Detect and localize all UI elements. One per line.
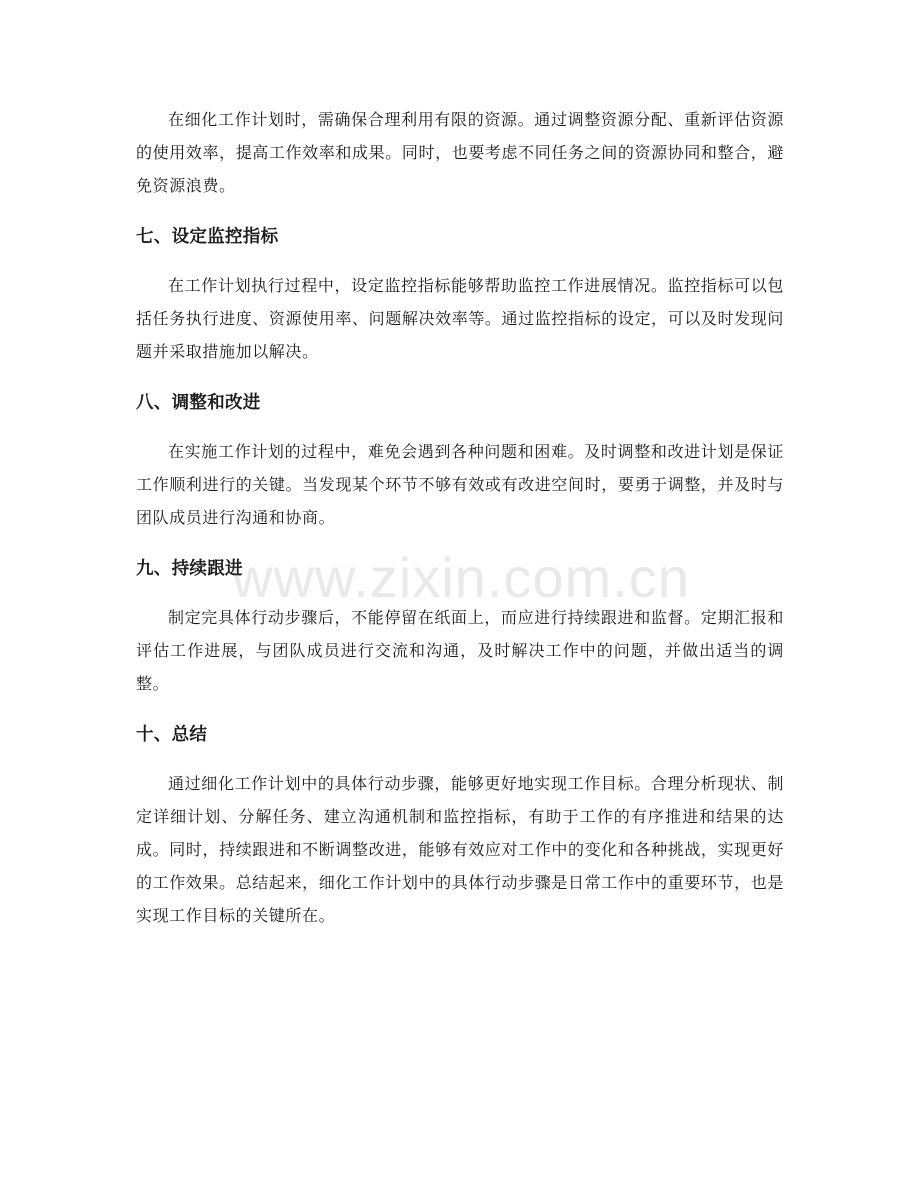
section-heading-adjust-improve: 八、调整和改进 [136, 393, 261, 413]
paragraph-resource-usage: 在细化工作计划时，需确保合理利用有限的资源。通过调整资源分配、重新评估资源的使用效率，提高工作效率和成果。同时，也要考虑不同任务之间的资源协同和整合，避免资源浪费。 [136, 110, 784, 195]
paragraph-summary: 通过细化工作计划中的具体行动步骤，能够更好地实现工作目标。合理分析现状、制定详细计划、分解任务、建立沟通机制和监控指标，有助于工作的有序推进和结果的达成。同时，持续跟进和不断调整改进，能够有效应对工作中的变化和各种挑战，实现更好的工作效果。总结起来，细化工作计划中的具体行动步骤是日常工作中的重要环节，也是实现工作目标的关键所在。 [136, 774, 784, 925]
watermark: www.zixin.com.cn [232, 546, 690, 609]
paragraph-monitoring-indicators: 在工作计划执行过程中，设定监控指标能够帮助监控工作进展情况。监控指标可以包括任务执行进度、资源使用率、问题解决效率等。通过监控指标的设定，可以及时发现问题并采取措施加以解决。 [136, 276, 784, 361]
paragraph-adjust-improve: 在实施工作计划的过程中，难免会遇到各种问题和困难。及时调整和改进计划是保证工作顺利进行的关键。当发现某个环节不够有效或有改进空间时，要勇于调整，并及时与团队成员进行沟通和协商。 [136, 442, 784, 527]
section-heading-follow-up: 九、持续跟进 [136, 559, 243, 579]
paragraph-follow-up: 制定完具体行动步骤后，不能停留在纸面上，而应进行持续跟进和监督。定期汇报和评估工作进展，与团队成员进行交流和沟通，及时解决工作中的问题，并做出适当的调整。 [136, 608, 784, 693]
section-heading-summary: 十、总结 [136, 725, 208, 745]
document-body [136, 103, 784, 932]
section-heading-monitoring-indicators: 七、设定监控指标 [136, 227, 279, 247]
